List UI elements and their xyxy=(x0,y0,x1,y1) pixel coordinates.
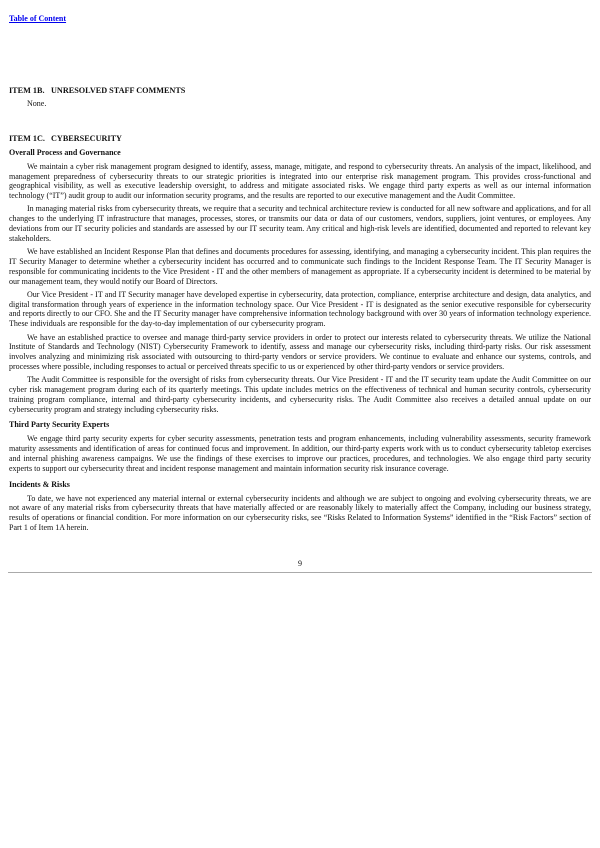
page-number: 9 xyxy=(298,558,302,568)
paragraph: We have an established practice to oversee and manage third-party service providers in order to protect our interests related to cybersecurity threats. We utilize the National Institute of Standards and Technology (NIST) Cybersecurity Framework to identify, assess and manage our cybersecurity risks, including third-party risks. Our risk assessment involves analyzing and minimizing risk associated with outsourcing to third-party vendors or service providers. We continue to evaluate and enhance our systems, controls, and processes where possible, including responses to actual or perceived threats specific to us or experienced by other third-party vendors or service providers. xyxy=(9,332,591,371)
item-1b-body: None. xyxy=(27,99,47,108)
item-1b-title: UNRESOLVED STAFF COMMENTS xyxy=(51,86,186,95)
paragraph: The Audit Committee is responsible for the oversight of risks from cybersecurity threats. Our Vice President - IT and the IT security team update the Audit Committee on our cyber risk management program during each of its quarterly meetings. This update includes metrics on the effectiveness of technical and human security controls, cybersecurity training program compliance, internal and third-party cybersecurity incidents, and cybersecurity risks. The Audit Committee also receives a detailed annual update on our cybersecurity program and strategy including cybersecurity risks. xyxy=(9,375,591,414)
item-1b-number: ITEM 1B. xyxy=(9,86,45,95)
table-of-contents-link[interactable]: Table of Content xyxy=(9,14,67,23)
paragraph: We have established an Incident Response Plan that defines and documents procedures for assessing, identifying, and managing a cybersecurity incident. This plan requires the IT Security Manager to determine whether a cybersecurity incident has occurred and to communicate such findings to the Incident Response Team. The IT Security Manager is responsible for communicating incidents to the Vice President - IT and the other members of management as appropriate. If a cybersecurity incident is determined to be material by our management team, they would notify our Board of Directors. xyxy=(9,247,591,286)
item-1b-heading xyxy=(9,86,591,96)
paragraph: We maintain a cyber risk management program designed to identify, assess, manage, mitigate, and respond to cybersecurity threats. An analysis of the impact, likelihood, and management preparedness of cybersecurity threats to our strategic priorities is integrated into our enterprise risk management program. This provides cross-functional and geographical visibility, as well as executive leadership oversight, to address and mitigate associated risks. We engage third party experts as well as our internal information technology (“IT”) audit group to audit our information security programs, and the results are reported to our executive management and the Audit Committee. xyxy=(9,161,591,201)
section-heading-overall-process: Overall Process and Governance xyxy=(9,147,121,157)
paragraph: We engage third party security experts for cyber security assessments, penetration tests and program enhancements, including vulnerability assessments, security framework maturity assessments and identification of areas for continued focus and improvement. In addition, our third-party experts work with us to conduct cybersecurity tabletop exercises and internal phishing awareness campaigns. We use the findings of these exercises to improve our practices, procedures, and technologies. We also engage third party security experts to support our cybersecurity threat and incident response management and maintain information security risk insurance coverage. xyxy=(9,434,591,473)
section-heading-incidents-and-risks: Incidents & Risks xyxy=(9,479,70,489)
item-1c-number: ITEM 1C. xyxy=(9,133,45,143)
paragraph: To date, we have not experienced any material internal or external cybersecurity incidents and although we are subject to ongoing and evolving cybersecurity threats, we are not aware of any material risks from cybersecurity threats that have materially affected or are reasonably likely to materially affect the Company, including our business strategy, results of operations or financial condition. For more information on our cybersecurity risks, see “Risks Related to Information Systems” identified in the “Risk Factors” section of Part 1 of Item 1A herein. xyxy=(9,493,591,532)
item-1c-title: CYBERSECURITY xyxy=(51,133,122,143)
item-1c-heading xyxy=(9,134,591,144)
section-heading-third-party-security-experts: Third Party Security Experts xyxy=(9,420,110,430)
paragraph: Our Vice President - IT and IT Security manager have developed expertise in cybersecurity, data protection, compliance, enterprise architecture and design, data analytics, and digital transformation through years of experience in the information technology space. Our Vice President - IT is designated as the senior executive responsible for cybersecurity and reports directly to our CFO. She and the IT Security manager have comprehensive information technology background with over 30 years of information technology experience. These individuals are responsible for the day-to-day implementation of our cybersecurity program. xyxy=(9,289,591,329)
paragraph: In managing material risks from cybersecurity threats, we require that a security and technical architecture review is conducted for all new software and applications, and for all changes to the underlying IT infrastructure that manages, processes, stores, or transmits our data or data of our customers, vendors, suppliers, joint ventures, or employees. Any deviations from our IT security policies and standards are assessed by our IT security team. Any critical and high-risk levels are identified, documented and reported to relevant key stakeholders. xyxy=(9,204,591,243)
footer-divider xyxy=(8,572,592,573)
